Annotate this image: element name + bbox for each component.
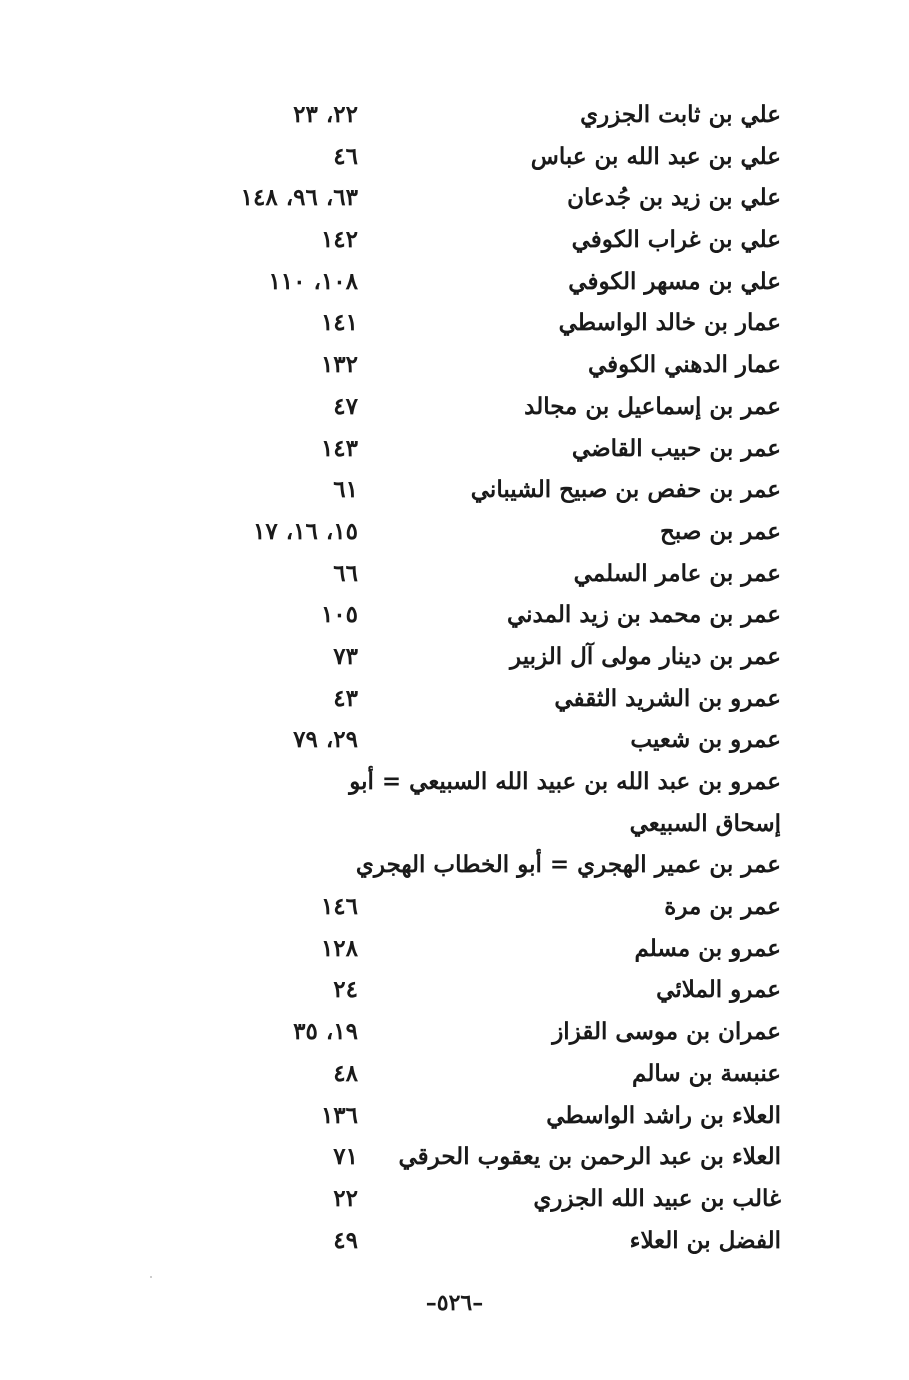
index-entry xyxy=(0,136,909,178)
entry-name: عمرو بن عبد الله بن عبيد الله السبيعي = أبو xyxy=(349,768,781,795)
entry-pages: ٢٤ xyxy=(333,976,358,1004)
entry-name: عمر بن إسماعيل بن مجالد xyxy=(524,392,781,420)
index-list xyxy=(0,94,909,1261)
entry-pages: ٤٨ xyxy=(333,1059,358,1087)
entry-name: علي بن عبد الله بن عباس xyxy=(530,142,781,170)
index-entry xyxy=(0,761,909,803)
entry-pages: ٢٢ xyxy=(333,1184,358,1212)
entry-pages: ١٥، ١٦، ١٧ xyxy=(252,517,358,545)
entry-name: عمار بن خالد الواسطي xyxy=(558,309,781,337)
entry-pages: ٤٦ xyxy=(333,142,358,170)
entry-name: إسحاق السبيعي xyxy=(629,809,781,837)
index-entry xyxy=(0,636,909,678)
index-entry xyxy=(0,219,909,261)
index-entry xyxy=(0,469,909,511)
entry-name: عمر بن دينار مولى آل الزبير xyxy=(510,642,781,670)
entry-name: الفضل بن العلاء xyxy=(629,1226,781,1254)
entry-name: عمرو الملائي xyxy=(656,976,781,1004)
entry-name: عمار الدهني الكوفي xyxy=(587,351,781,379)
entry-pages: ٢٢، ٢٣ xyxy=(293,101,358,128)
index-entry xyxy=(0,1011,909,1053)
index-entry xyxy=(0,1178,909,1220)
entry-name: عمر بن صبح xyxy=(660,517,781,545)
index-entry xyxy=(0,302,909,344)
page-number: –٥٢٦– xyxy=(425,1290,484,1316)
entry-pages: ٤٩ xyxy=(333,1226,358,1254)
entry-pages: ١٣٦ xyxy=(320,1101,358,1129)
index-entry xyxy=(0,261,909,303)
index-entry xyxy=(0,1095,909,1137)
entry-pages: ٤٧ xyxy=(333,392,358,420)
index-entry xyxy=(0,594,909,636)
entry-pages: ٧٣ xyxy=(333,642,358,670)
index-entry xyxy=(0,1220,909,1262)
entry-name: عمر بن حبيب القاضي xyxy=(571,434,781,462)
index-entry xyxy=(0,94,909,136)
entry-name: عمر بن محمد بن زيد المدني xyxy=(506,601,781,629)
index-entry xyxy=(0,678,909,720)
entry-pages: ١٢٨ xyxy=(320,934,358,962)
index-entry xyxy=(0,553,909,595)
index-entry xyxy=(0,177,909,219)
entry-name: علي بن ثابت الجزري xyxy=(580,101,781,128)
index-entry xyxy=(0,719,909,761)
index-entry xyxy=(0,511,909,553)
entry-pages: ٤٣ xyxy=(333,684,358,712)
index-entry xyxy=(0,969,909,1011)
entry-pages: ١٤٣ xyxy=(320,434,358,462)
entry-pages: ١٤٢ xyxy=(320,226,358,254)
entry-name: عمرو بن شعيب xyxy=(630,726,781,754)
index-entry xyxy=(0,344,909,386)
entry-pages: ٧١ xyxy=(333,1143,358,1171)
entry-name: علي بن غراب الكوفي xyxy=(571,226,781,254)
index-entry xyxy=(0,886,909,928)
index-entry xyxy=(0,1136,909,1178)
entry-pages: ١٩، ٣٥ xyxy=(293,1018,358,1046)
entry-pages: ١٠٥ xyxy=(320,601,358,629)
index-entry xyxy=(0,1053,909,1095)
index-entry xyxy=(0,844,909,886)
entry-name: العلاء بن راشد الواسطي xyxy=(546,1101,781,1129)
entry-name: عمران بن موسى القزاز xyxy=(552,1018,781,1046)
index-entry xyxy=(0,428,909,470)
index-entry-continuation xyxy=(0,803,909,845)
entry-name: عمر بن عمير الهجري = أبو الخطاب الهجري xyxy=(355,851,781,879)
entry-name: غالب بن عبيد الله الجزري xyxy=(533,1184,781,1212)
entry-pages: ٢٩، ٧٩ xyxy=(293,726,358,754)
entry-name: عمر بن مرة xyxy=(664,893,781,921)
entry-pages: ٦٣، ٩٦، ١٤٨ xyxy=(240,184,358,212)
entry-name: عمرو بن مسلم xyxy=(634,934,781,962)
entry-name: العلاء بن عبد الرحمن بن يعقوب الحرقي xyxy=(398,1143,781,1171)
entry-name: عنبسة بن سالم xyxy=(632,1059,781,1087)
entry-name: علي بن زيد بن جُدعان xyxy=(567,184,781,212)
index-entry xyxy=(0,928,909,970)
entry-pages: ٦٦ xyxy=(333,559,358,587)
entry-name: عمر بن عامر السلمي xyxy=(573,559,781,587)
speck-mark xyxy=(150,1276,152,1278)
entry-pages: ١٤٦ xyxy=(320,893,358,921)
entry-pages: ٦١ xyxy=(333,476,358,504)
index-entry xyxy=(0,386,909,428)
entry-name: عمر بن حفص بن صبيح الشيباني xyxy=(470,476,781,504)
entry-pages: ١٠٨، ١١٠ xyxy=(268,267,358,295)
entry-pages: ١٤١ xyxy=(320,309,358,337)
entry-name: عمرو بن الشريد الثقفي xyxy=(554,684,781,712)
entry-name: علي بن مسهر الكوفي xyxy=(568,267,781,295)
entry-pages: ١٣٢ xyxy=(320,351,358,379)
